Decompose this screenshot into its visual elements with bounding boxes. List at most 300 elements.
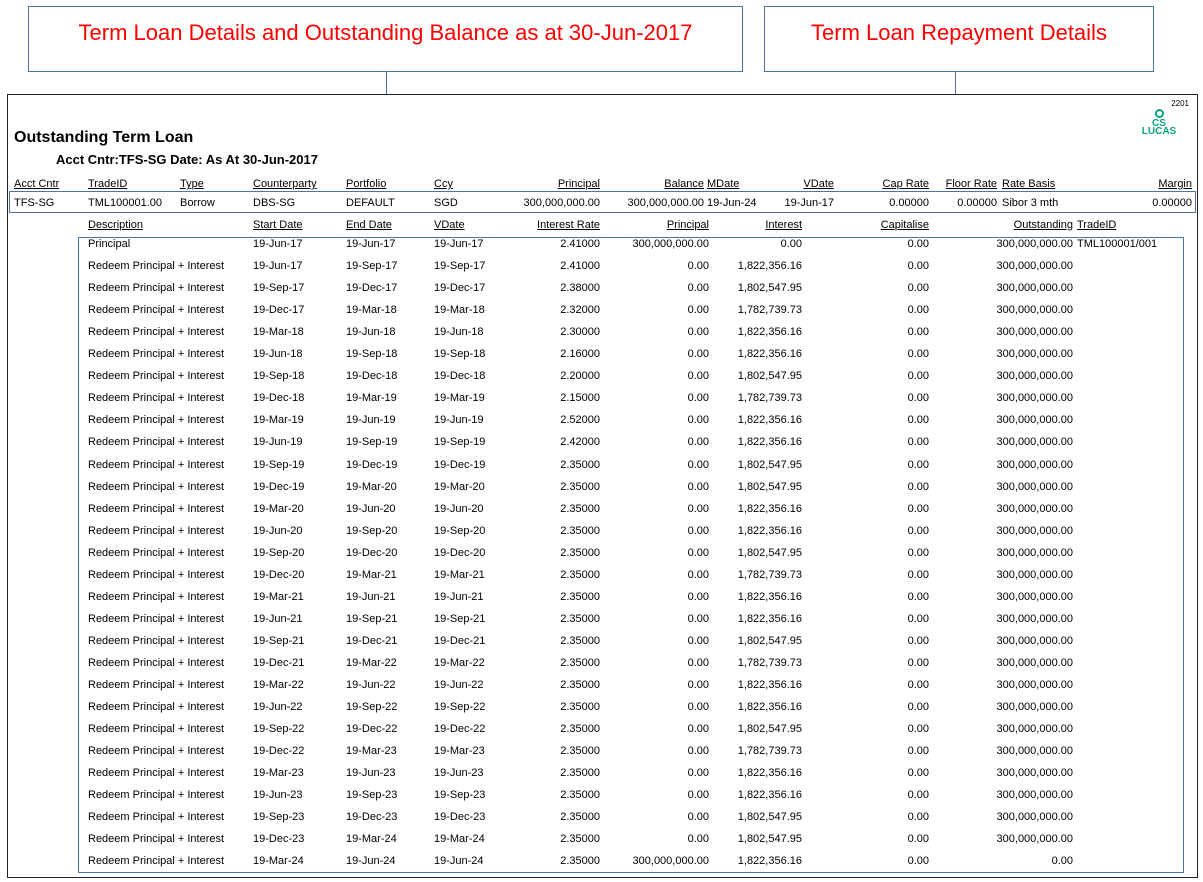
sched-capitalise: 0.00 <box>907 238 929 250</box>
sched-interest: 1,802,547.95 <box>737 458 802 471</box>
sched-end-date: 19-Sep-22 <box>346 701 398 714</box>
sched-interest-rate: 2.35000 <box>560 855 600 868</box>
sched-outstanding: 300,000,000.00 <box>996 524 1073 537</box>
sched-description: Redeem Principal + Interest <box>88 326 225 339</box>
sched-end-date: 19-Sep-17 <box>346 260 398 273</box>
sched-interest: 1,822,356.16 <box>737 701 802 714</box>
sched-interest-rate: 2.42000 <box>560 436 600 449</box>
sched-description: Redeem Principal + Interest <box>88 502 225 515</box>
sched-outstanding: 300,000,000.00 <box>996 634 1073 647</box>
sched-description: Redeem Principal + Interest <box>88 745 225 758</box>
hdr-ccy: Ccy <box>434 178 453 190</box>
hdr-margin: Margin <box>1158 178 1192 190</box>
report-subtitle: Acct Cntr:TFS-SG Date: As At 30-Jun-2017 <box>56 152 318 167</box>
hdr-counterparty: Counterparty <box>253 178 317 190</box>
sched-interest: 1,782,739.73 <box>737 656 802 669</box>
sched-principal: 0.00 <box>687 282 709 295</box>
sched-end-date: 19-Jun-18 <box>346 326 396 339</box>
hdr-sched-description: Description <box>88 219 144 231</box>
loan-mdate: 19-Jun-24 <box>707 197 757 209</box>
sched-vdate: 19-Sep-20 <box>434 524 486 537</box>
sched-start-date: 19-Sep-22 <box>253 723 305 736</box>
sched-vdate: 19-Sep-18 <box>434 348 486 361</box>
sched-start-date: 19-Mar-23 <box>253 767 304 780</box>
sched-interest: 1,822,356.16 <box>737 524 802 537</box>
sched-vdate: 19-Sep-21 <box>434 612 486 625</box>
sched-outstanding: 300,000,000.00 <box>996 811 1073 824</box>
sched-description: Redeem Principal + Interest <box>88 436 225 449</box>
loan-rate-basis: Sibor 3 mth <box>1002 197 1059 209</box>
sched-principal: 0.00 <box>687 811 709 824</box>
hdr-acct-cntr: Acct Cntr <box>14 178 60 190</box>
sched-outstanding: 300,000,000.00 <box>996 701 1073 714</box>
sched-start-date: 19-Mar-18 <box>253 326 304 339</box>
sched-interest: 1,822,356.16 <box>737 789 802 802</box>
sched-outstanding: 300,000,000.00 <box>996 590 1073 603</box>
sched-capitalise: 0.00 <box>907 745 929 758</box>
sched-interest: 1,822,356.16 <box>737 855 802 868</box>
sched-start-date: 19-Mar-19 <box>253 414 304 427</box>
sched-capitalise: 0.00 <box>907 414 929 427</box>
hdr-sched-trade-id: TradeID <box>1077 219 1117 231</box>
sched-vdate: 19-Dec-20 <box>434 546 486 559</box>
sched-capitalise: 0.00 <box>907 282 929 295</box>
sched-interest: 1,802,547.95 <box>737 370 802 383</box>
sched-end-date: 19-Sep-23 <box>346 789 398 802</box>
loan-floor-rate: 0.00000 <box>957 197 997 209</box>
sched-start-date: 19-Dec-19 <box>253 480 305 493</box>
sched-interest-rate: 2.15000 <box>560 392 600 405</box>
sched-description: Redeem Principal + Interest <box>88 480 225 493</box>
sched-vdate: 19-Mar-24 <box>434 833 485 846</box>
sched-principal: 0.00 <box>687 656 709 669</box>
sched-description: Redeem Principal + Interest <box>88 458 225 471</box>
sched-start-date: 19-Sep-20 <box>253 546 305 559</box>
sched-start-date: 19-Jun-17 <box>253 260 303 273</box>
sched-capitalise: 0.00 <box>907 348 929 361</box>
sched-end-date: 19-Mar-19 <box>346 392 397 405</box>
sched-vdate: 19-Jun-23 <box>434 767 484 780</box>
sched-capitalise: 0.00 <box>907 634 929 647</box>
sched-interest-rate: 2.35000 <box>560 723 600 736</box>
logo-ring-icon <box>1155 109 1164 118</box>
sched-principal: 0.00 <box>687 767 709 780</box>
loan-acct-cntr: TFS-SG <box>14 197 55 209</box>
hdr-balance: Balance <box>664 178 704 190</box>
sched-interest-rate: 2.32000 <box>560 304 600 317</box>
sched-interest: 1,782,739.73 <box>737 568 802 581</box>
sched-vdate: 19-Dec-17 <box>434 282 486 295</box>
sched-principal: 0.00 <box>687 414 709 427</box>
sched-vdate: 19-Jun-19 <box>434 414 484 427</box>
hdr-sched-end-date: End Date <box>346 219 392 231</box>
sched-capitalise: 0.00 <box>907 326 929 339</box>
sched-interest-rate: 2.41000 <box>560 260 600 273</box>
sched-capitalise: 0.00 <box>907 524 929 537</box>
sched-interest: 1,822,356.16 <box>737 348 802 361</box>
sched-principal: 0.00 <box>687 370 709 383</box>
sched-vdate: 19-Jun-20 <box>434 502 484 515</box>
sched-principal: 0.00 <box>687 502 709 515</box>
sched-start-date: 19-Jun-20 <box>253 524 303 537</box>
sched-start-date: 19-Dec-17 <box>253 304 305 317</box>
sched-start-date: 19-Sep-19 <box>253 458 305 471</box>
sched-capitalise: 0.00 <box>907 789 929 802</box>
hdr-mdate: MDate <box>707 178 740 190</box>
sched-vdate: 19-Jun-24 <box>434 855 484 868</box>
sched-capitalise: 0.00 <box>907 767 929 780</box>
sched-vdate: 19-Sep-22 <box>434 701 486 714</box>
sched-interest: 1,782,739.73 <box>737 304 802 317</box>
sched-start-date: 19-Dec-23 <box>253 833 305 846</box>
sched-vdate: 19-Jun-22 <box>434 679 484 691</box>
sched-description: Redeem Principal + Interest <box>88 811 225 824</box>
sched-interest: 1,802,547.95 <box>737 282 802 295</box>
sched-interest: 1,822,356.16 <box>737 436 802 449</box>
sched-interest-rate: 2.38000 <box>560 282 600 295</box>
loan-margin: 0.00000 <box>1152 197 1192 209</box>
callout-repayment-details: Term Loan Repayment Details <box>764 6 1154 72</box>
sched-principal: 300,000,000.00 <box>632 855 709 868</box>
sched-vdate: 19-Sep-19 <box>434 436 486 449</box>
sched-outstanding: 300,000,000.00 <box>996 348 1073 361</box>
sched-principal: 0.00 <box>687 480 709 493</box>
sched-interest: 1,822,356.16 <box>737 767 802 780</box>
sched-start-date: 19-Dec-22 <box>253 745 305 758</box>
sched-interest-rate: 2.35000 <box>560 612 600 625</box>
sched-start-date: 19-Dec-18 <box>253 392 305 405</box>
callout-loan-details: Term Loan Details and Outstanding Balance as at 30-Jun-2017 <box>28 6 743 72</box>
sched-description: Redeem Principal + Interest <box>88 370 225 383</box>
sched-vdate: 19-Jun-17 <box>434 238 484 250</box>
sched-principal: 0.00 <box>687 679 709 691</box>
sched-description: Redeem Principal + Interest <box>88 723 225 736</box>
sched-principal: 0.00 <box>687 524 709 537</box>
sched-description: Principal <box>88 238 131 250</box>
sched-interest-rate: 2.20000 <box>560 370 600 383</box>
sched-outstanding: 300,000,000.00 <box>996 304 1073 317</box>
sched-trade-id: TML100001/001 <box>1077 238 1158 250</box>
hdr-sched-start-date: Start Date <box>253 219 303 231</box>
sched-description: Redeem Principal + Interest <box>88 282 225 295</box>
sched-vdate: 19-Sep-23 <box>434 789 486 802</box>
sched-interest: 1,802,547.95 <box>737 634 802 647</box>
sched-description: Redeem Principal + Interest <box>88 612 225 625</box>
sched-description: Redeem Principal + Interest <box>88 701 225 714</box>
hdr-sched-outstanding: Outstanding <box>1013 219 1073 231</box>
sched-interest-rate: 2.35000 <box>560 546 600 559</box>
sched-vdate: 19-Mar-20 <box>434 480 485 493</box>
sched-vdate: 19-Dec-18 <box>434 370 486 383</box>
loan-principal: 300,000,000.00 <box>523 197 600 209</box>
sched-outstanding: 300,000,000.00 <box>996 745 1073 758</box>
sched-capitalise: 0.00 <box>907 370 929 383</box>
sched-end-date: 19-Jun-20 <box>346 502 396 515</box>
sched-principal: 0.00 <box>687 304 709 317</box>
sched-principal: 0.00 <box>687 458 709 471</box>
page-number: 2201 <box>1171 99 1189 108</box>
hdr-floor-rate: Floor Rate <box>945 178 997 190</box>
sched-start-date: 19-Mar-22 <box>253 679 304 691</box>
sched-principal: 0.00 <box>687 546 709 559</box>
sched-interest-rate: 2.35000 <box>560 524 600 537</box>
sched-interest-rate: 2.35000 <box>560 833 600 846</box>
sched-capitalise: 0.00 <box>907 723 929 736</box>
sched-vdate: 19-Jun-18 <box>434 326 484 339</box>
sched-vdate: 19-Mar-22 <box>434 656 485 669</box>
sched-start-date: 19-Jun-18 <box>253 348 303 361</box>
sched-end-date: 19-Mar-23 <box>346 745 397 758</box>
sched-end-date: 19-Sep-19 <box>346 436 398 449</box>
sched-end-date: 19-Mar-24 <box>346 833 397 846</box>
sched-description: Redeem Principal + Interest <box>88 348 225 361</box>
sched-start-date: 19-Sep-21 <box>253 634 305 647</box>
sched-end-date: 19-Mar-22 <box>346 656 397 669</box>
sched-interest-rate: 2.35000 <box>560 745 600 758</box>
hdr-trade-id: TradeID <box>88 178 128 190</box>
sched-description: Redeem Principal + Interest <box>88 304 225 317</box>
sched-start-date: 19-Dec-21 <box>253 656 305 669</box>
hdr-sched-interest: Interest <box>765 219 802 231</box>
sched-interest-rate: 2.35000 <box>560 679 600 691</box>
sched-interest: 1,802,547.95 <box>737 833 802 846</box>
sched-end-date: 19-Sep-18 <box>346 348 398 361</box>
sched-description: Redeem Principal + Interest <box>88 414 225 427</box>
sched-end-date: 19-Sep-21 <box>346 612 398 625</box>
sched-end-date: 19-Jun-17 <box>346 238 396 250</box>
hdr-sched-interest-rate: Interest Rate <box>537 219 600 231</box>
sched-start-date: 19-Mar-20 <box>253 502 304 515</box>
sched-start-date: 19-Dec-20 <box>253 568 305 581</box>
report-title: Outstanding Term Loan <box>14 129 194 146</box>
sched-capitalise: 0.00 <box>907 568 929 581</box>
sched-vdate: 19-Dec-22 <box>434 723 486 736</box>
logo-text: CS LUCAS <box>1141 118 1177 137</box>
sched-description: Redeem Principal + Interest <box>88 546 225 559</box>
sched-principal: 0.00 <box>687 833 709 846</box>
sched-description: Redeem Principal + Interest <box>88 260 225 273</box>
sched-interest: 1,822,356.16 <box>737 679 802 691</box>
sched-end-date: 19-Dec-20 <box>346 546 398 559</box>
sched-outstanding: 300,000,000.00 <box>996 723 1073 736</box>
sched-description: Redeem Principal + Interest <box>88 679 225 691</box>
sched-vdate: 19-Mar-21 <box>434 568 485 581</box>
sched-end-date: 19-Jun-22 <box>346 679 396 691</box>
sched-start-date: 19-Jun-17 <box>253 238 303 250</box>
sched-outstanding: 300,000,000.00 <box>996 546 1073 559</box>
sched-capitalise: 0.00 <box>907 679 929 691</box>
sched-end-date: 19-Mar-20 <box>346 480 397 493</box>
sched-interest-rate: 2.41000 <box>560 238 600 250</box>
sched-capitalise: 0.00 <box>907 701 929 714</box>
sched-principal: 0.00 <box>687 326 709 339</box>
sched-description: Redeem Principal + Interest <box>88 833 225 846</box>
sched-capitalise: 0.00 <box>907 502 929 515</box>
sched-principal: 0.00 <box>687 789 709 802</box>
sched-vdate: 19-Mar-18 <box>434 304 485 317</box>
sched-description: Redeem Principal + Interest <box>88 568 225 581</box>
sched-principal: 0.00 <box>687 392 709 405</box>
sched-vdate: 19-Dec-23 <box>434 811 486 824</box>
sched-interest: 1,782,739.73 <box>737 392 802 405</box>
sched-capitalise: 0.00 <box>907 436 929 449</box>
sched-principal: 300,000,000.00 <box>632 238 709 250</box>
sched-outstanding: 300,000,000.00 <box>996 568 1073 581</box>
sched-description: Redeem Principal + Interest <box>88 590 225 603</box>
loan-balance: 300,000,000.00 <box>627 197 704 209</box>
sched-interest: 1,802,547.95 <box>737 480 802 493</box>
sched-interest-rate: 2.35000 <box>560 811 600 824</box>
sched-end-date: 19-Jun-19 <box>346 414 396 427</box>
sched-capitalise: 0.00 <box>907 480 929 493</box>
sched-interest: 1,802,547.95 <box>737 811 802 824</box>
sched-outstanding: 300,000,000.00 <box>996 282 1073 295</box>
sched-principal: 0.00 <box>687 590 709 603</box>
sched-outstanding: 300,000,000.00 <box>996 656 1073 669</box>
loan-vdate: 19-Jun-17 <box>784 197 834 209</box>
sched-description: Redeem Principal + Interest <box>88 656 225 669</box>
sched-interest-rate: 2.35000 <box>560 789 600 802</box>
sched-end-date: 19-Jun-21 <box>346 590 396 603</box>
sched-end-date: 19-Dec-19 <box>346 458 398 471</box>
sched-capitalise: 0.00 <box>907 304 929 317</box>
sched-start-date: 19-Mar-24 <box>253 855 304 868</box>
report-page <box>7 94 1198 878</box>
sched-principal: 0.00 <box>687 723 709 736</box>
sched-interest-rate: 2.30000 <box>560 326 600 339</box>
sched-outstanding: 300,000,000.00 <box>996 612 1073 625</box>
sched-interest-rate: 2.35000 <box>560 767 600 780</box>
sched-start-date: 19-Sep-18 <box>253 370 305 383</box>
sched-capitalise: 0.00 <box>907 392 929 405</box>
sched-end-date: 19-Dec-18 <box>346 370 398 383</box>
sched-start-date: 19-Jun-21 <box>253 612 303 625</box>
sched-outstanding: 300,000,000.00 <box>996 502 1073 515</box>
loan-trade-id: TML100001.00 <box>88 197 162 209</box>
sched-interest: 1,802,547.95 <box>737 546 802 559</box>
sched-interest-rate: 2.35000 <box>560 458 600 471</box>
sched-end-date: 19-Dec-22 <box>346 723 398 736</box>
sched-interest-rate: 2.35000 <box>560 568 600 581</box>
hdr-sched-principal: Principal <box>666 219 709 231</box>
sched-capitalise: 0.00 <box>907 811 929 824</box>
sched-outstanding: 300,000,000.00 <box>996 260 1073 273</box>
sched-vdate: 19-Mar-19 <box>434 392 485 405</box>
sched-interest-rate: 2.35000 <box>560 634 600 647</box>
sched-principal: 0.00 <box>687 634 709 647</box>
hdr-rate-basis: Rate Basis <box>1002 178 1056 190</box>
sched-outstanding: 300,000,000.00 <box>996 458 1073 471</box>
sched-capitalise: 0.00 <box>907 260 929 273</box>
sched-interest: 1,782,739.73 <box>737 745 802 758</box>
sched-end-date: 19-Mar-18 <box>346 304 397 317</box>
sched-start-date: 19-Mar-21 <box>253 590 304 603</box>
sched-interest-rate: 2.16000 <box>560 348 600 361</box>
hdr-portfolio: Portfolio <box>346 178 387 190</box>
sched-description: Redeem Principal + Interest <box>88 634 225 647</box>
sched-principal: 0.00 <box>687 612 709 625</box>
sched-principal: 0.00 <box>687 568 709 581</box>
sched-end-date: 19-Jun-23 <box>346 767 396 780</box>
sched-interest-rate: 2.52000 <box>560 414 600 427</box>
sched-end-date: 19-Dec-17 <box>346 282 398 295</box>
sched-vdate: 19-Dec-19 <box>434 458 486 471</box>
sched-principal: 0.00 <box>687 260 709 273</box>
sched-interest: 1,822,356.16 <box>737 326 802 339</box>
sched-end-date: 19-Dec-21 <box>346 634 398 647</box>
hdr-sched-vdate: VDate <box>434 219 465 231</box>
sched-principal: 0.00 <box>687 745 709 758</box>
hdr-type: Type <box>180 178 204 190</box>
sched-interest: 1,822,356.16 <box>737 612 802 625</box>
sched-interest: 1,802,547.95 <box>737 723 802 736</box>
sched-end-date: 19-Mar-21 <box>346 568 397 581</box>
sched-description: Redeem Principal + Interest <box>88 392 225 405</box>
sched-outstanding: 300,000,000.00 <box>996 767 1073 780</box>
sched-interest: 0.00 <box>780 238 802 250</box>
sched-capitalise: 0.00 <box>907 612 929 625</box>
loan-type: Borrow <box>180 197 215 209</box>
sched-interest-rate: 2.35000 <box>560 701 600 714</box>
sched-principal: 0.00 <box>687 436 709 449</box>
sched-description: Redeem Principal + Interest <box>88 789 225 802</box>
sched-start-date: 19-Sep-17 <box>253 282 305 295</box>
sched-start-date: 19-Sep-23 <box>253 811 305 824</box>
hdr-sched-capitalise: Capitalise <box>880 219 929 231</box>
sched-interest-rate: 2.35000 <box>560 590 600 603</box>
sched-outstanding: 300,000,000.00 <box>996 370 1073 383</box>
sched-vdate: 19-Jun-21 <box>434 590 484 603</box>
hdr-cap-rate: Cap Rate <box>882 178 929 190</box>
sched-capitalise: 0.00 <box>907 546 929 559</box>
sched-end-date: 19-Jun-24 <box>346 855 396 868</box>
sched-description: Redeem Principal + Interest <box>88 767 225 780</box>
sched-interest-rate: 2.35000 <box>560 480 600 493</box>
loan-ccy: SGD <box>434 197 458 209</box>
sched-capitalise: 0.00 <box>907 656 929 669</box>
sched-outstanding: 300,000,000.00 <box>996 392 1073 405</box>
loan-counterparty: DBS-SG <box>253 197 296 209</box>
sched-outstanding: 300,000,000.00 <box>996 238 1073 250</box>
sched-vdate: 19-Sep-17 <box>434 260 486 273</box>
sched-capitalise: 0.00 <box>907 855 929 868</box>
sched-interest-rate: 2.35000 <box>560 656 600 669</box>
sched-interest: 1,822,356.16 <box>737 414 802 427</box>
sched-capitalise: 0.00 <box>907 590 929 603</box>
sched-description: Redeem Principal + Interest <box>88 855 225 868</box>
sched-description: Redeem Principal + Interest <box>88 524 225 537</box>
sched-start-date: 19-Jun-22 <box>253 701 303 714</box>
sched-principal: 0.00 <box>687 348 709 361</box>
loan-cap-rate: 0.00000 <box>889 197 929 209</box>
sched-interest: 1,822,356.16 <box>737 260 802 273</box>
sched-principal: 0.00 <box>687 701 709 714</box>
sched-outstanding: 300,000,000.00 <box>996 789 1073 802</box>
hdr-principal: Principal <box>557 178 600 190</box>
sched-outstanding: 300,000,000.00 <box>996 833 1073 846</box>
sched-outstanding: 300,000,000.00 <box>996 436 1073 449</box>
sched-outstanding: 300,000,000.00 <box>996 414 1073 427</box>
sched-interest-rate: 2.35000 <box>560 502 600 515</box>
sched-end-date: 19-Sep-20 <box>346 524 398 537</box>
sched-outstanding: 300,000,000.00 <box>996 326 1073 339</box>
sched-interest: 1,822,356.16 <box>737 590 802 603</box>
sched-interest: 1,822,356.16 <box>737 502 802 515</box>
sched-end-date: 19-Dec-23 <box>346 811 398 824</box>
sched-outstanding: 0.00 <box>1051 855 1073 868</box>
sched-capitalise: 0.00 <box>907 833 929 846</box>
sched-capitalise: 0.00 <box>907 458 929 471</box>
